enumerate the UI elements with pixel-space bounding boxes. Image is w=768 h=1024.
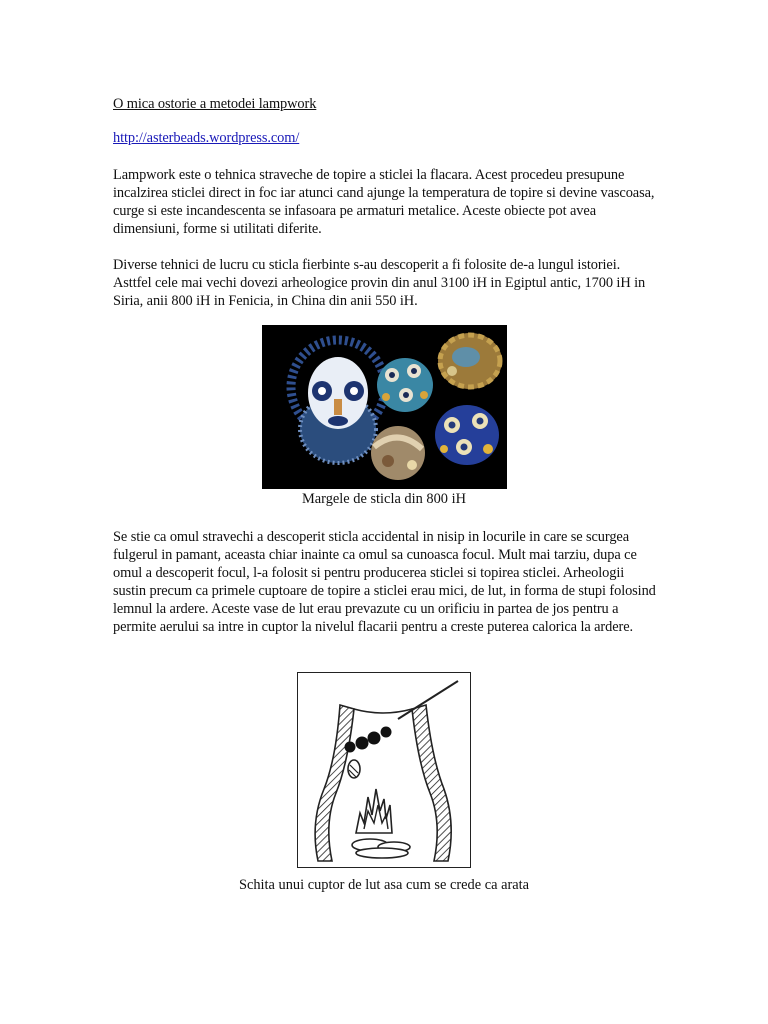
glass-beads-photo-icon	[262, 325, 507, 489]
paragraph-furnace: Se stie ca omul stravechi a descoperit sticla accidental in nisip in locurile in care se scurgea fulgerul in pamant, aceasta chiar inainte ca omul sa cunoasca focul. Mult mai tarziu, dupa ce omul a descoperit focul, l-a folosit si pentru producerea sticlei si topirea sticlei. Arheologii sustin precum ca primele cuptoare de topire a sticlei erau mici, de lut, in forma de stupi folosind lemnul la ardere. Aceste vase de lut erau prevazute cu un orificiu in partea de jos pentru a permite aerului sa intre in cuptor la nivelul flacarii pentru a creste puterea calorica la ardere.	[113, 529, 656, 635]
eye-bead-middle	[377, 358, 433, 412]
paragraph-history: Diverse tehnici de lucru cu sticla fierbinte s-au descoperit a fi folosite de-a lungul istoriei. Asttfel cele mai vechi dovezi arheologice provin din anul 3100 iH in Egiptul antic, 1700 iH in Siria, anii 800 iH in Fenicia, in China din anii 550 iH.	[113, 257, 646, 309]
glass-beads-photo	[262, 325, 507, 489]
striped-bead	[438, 333, 502, 389]
sketch-caption: Schita unui cuptor de lut asa cum se crede ca arata	[238, 877, 530, 893]
paragraph-intro: Lampwork este o tehnica straveche de topire a sticlei la flacara. Acest procedeu presupune incalzirea sticlei direct in foc iar atunci cand ajunge la temperatura de topire si devine vascoasa, curge si este incandescenta se infasoara pe armaturi metalice. Aceste obiecte pot avea dimensiuni, forme si utilitati diferite.	[113, 167, 655, 237]
photo-caption: Margele de sticla din 800 iH	[302, 491, 466, 507]
clay-furnace-sketch	[297, 672, 471, 868]
document-title: O mica ostorie a metodei lampwork	[113, 96, 317, 112]
source-link[interactable]: http://asterbeads.wordpress.com/	[113, 130, 300, 146]
brown-bead	[371, 426, 425, 480]
clay-furnace-sketch-icon	[298, 673, 469, 866]
eye-bead-blue	[435, 405, 499, 465]
